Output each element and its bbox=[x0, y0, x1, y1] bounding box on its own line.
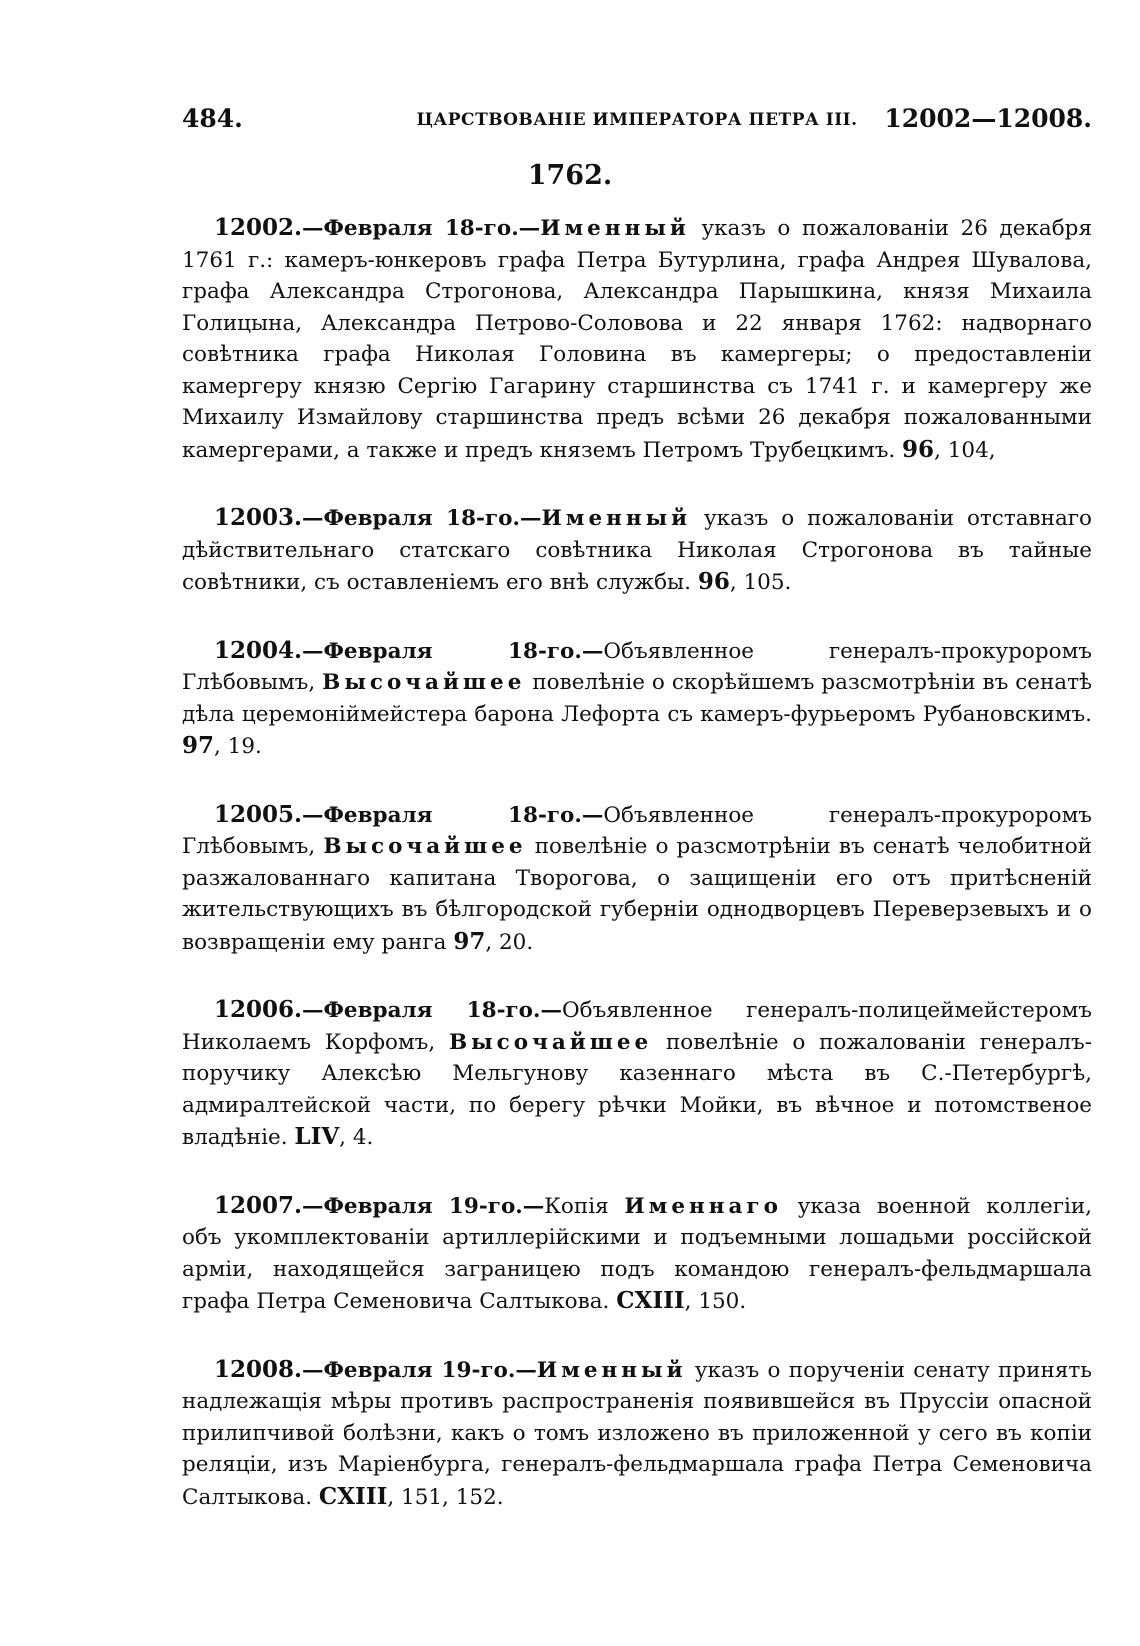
entry-text: указъ о порученіи сенату принять надлежащія мѣры противъ распространенія появившейся въ Пруссіи опасной прилипчивой болѣзни, какъ о томъ изложено въ приложенной у сего въ копіи реляціи, изъ Маріенбурга, генералъ-фельдмаршала графа Петра Семеновича Салтыкова. bbox=[182, 1357, 1092, 1510]
entry-spaced-word: Именный bbox=[541, 506, 692, 531]
entry-date: —Февраля 18-го.— bbox=[302, 506, 542, 531]
entry-text: указъ о пожалованіи отставнаго дѣйствительнаго статскаго совѣтника Николая Строгонова въ тайные совѣтники, съ оставленіемъ его внѣ службы. bbox=[182, 506, 1093, 595]
entry-date: —Февраля 18-го.— bbox=[302, 802, 604, 828]
entry-ref-volume: 96 bbox=[697, 568, 730, 595]
entry-text-before: Объявленное генералъ-прокуроромъ Глѣбовымъ, bbox=[182, 638, 1092, 695]
entry-12003 bbox=[182, 502, 1092, 599]
entry-date: —Февраля 18-го.— bbox=[302, 216, 541, 241]
entry-spaced-word: Именный bbox=[540, 216, 690, 241]
header-title: ЦАРСТВОВАНІЕ ИМПЕРАТОРА ПЕТРА III. bbox=[416, 110, 858, 130]
entry-text: повелѣніе о разсмотрѣніи въ сенатѣ челобитной разжалованнаго капитана Творогова, о защищеніи его отъ притѣсненій жительствующихъ въ бѣлгородской губерніи однодворцевъ Переверзевыхъ и о возвращеніи ему ранга bbox=[182, 834, 1092, 955]
entry-text: повелѣніе о скорѣйшемъ разсмотрѣніи въ сенатѣ дѣла церемоніймейстера барона Лефорта съ камеръ-фурьеромъ Рубановскимъ. bbox=[182, 670, 1092, 727]
entry-date: —Февраля 18-го.— bbox=[302, 998, 562, 1023]
entry-spaced-word: Именнаго bbox=[624, 1193, 782, 1219]
running-head bbox=[182, 104, 1092, 144]
entry-text-before: Объявленное генералъ-полицеймейстеромъ Николаемъ Корфомъ, bbox=[182, 998, 1092, 1055]
entry-number: 12002. bbox=[214, 214, 303, 241]
entry-ref-volume: 97 bbox=[453, 927, 486, 955]
entry-spaced-word: Высочайшее bbox=[322, 670, 526, 695]
entry-range: 12002—12008. bbox=[884, 104, 1092, 133]
entry-ref-page: , 151, 152. bbox=[387, 1484, 504, 1510]
entry-text-before: Копія bbox=[544, 1193, 625, 1219]
entry-text: повелѣніе о пожалованіи генералъ-поручику Алексѣю Мельгунову казеннаго мѣста въ С.-Петербургѣ, адмиралтейской части, по берегу рѣчки Мойки, въ вѣчное и потомственое владѣніе. bbox=[182, 1029, 1092, 1150]
entry-number: 12008. bbox=[214, 1355, 303, 1383]
entry-ref-volume: CXIII bbox=[616, 1287, 685, 1314]
entry-12005 bbox=[182, 799, 1092, 959]
entry-number: 12004. bbox=[214, 636, 303, 664]
entry-date: —Февраля 19-го.— bbox=[302, 1193, 545, 1219]
entry-ref-page: , 104, bbox=[934, 437, 996, 463]
year-heading: 1762. bbox=[527, 160, 613, 191]
entry-ref-volume: 96 bbox=[902, 435, 935, 463]
entry-ref-page: , 19. bbox=[214, 734, 262, 759]
entry-12004 bbox=[182, 635, 1092, 763]
entry-spaced-word: Именный bbox=[536, 1357, 687, 1383]
entry-number: 12007. bbox=[214, 1191, 303, 1219]
entry-ref-volume: LIV bbox=[294, 1123, 340, 1150]
page-number: 484. bbox=[182, 104, 243, 133]
entry-12007 bbox=[182, 1190, 1092, 1318]
entry-ref-volume: 97 bbox=[182, 732, 215, 759]
entry-date: —Февраля 19-го.— bbox=[302, 1357, 537, 1383]
entry-ref-page: , 105. bbox=[729, 570, 792, 595]
entry-ref-page: , 150. bbox=[684, 1289, 747, 1314]
entry-number: 12006. bbox=[214, 996, 303, 1023]
entry-spaced-word: Высочайшее bbox=[323, 834, 527, 859]
entry-text: указъ о пожалованіи 26 декабря 1761 г.: камеръ-юнкеровъ графа Петра Бутурлина, графа Андрея Шувалова, графа Александра Строгонова, Александра Парышкина, князя Михаила Голицына, Александра Петрово-Соловова и 22 января 1762: надворнаго совѣтника графа Николая Головина въ камергеры; о предоставленіи камергеру князю Сергію Гагарину старшинства съ 1741 г. и камергеру же Михаилу Измайлову старшинства предъ всѣми 26 декабря пожалованными камергерами, а также и предъ княземъ Петромъ Трубецкимъ. bbox=[182, 216, 1093, 463]
entry-text-before: Объявленное генералъ-прокуроромъ Глѣбовымъ, bbox=[182, 802, 1092, 859]
entry-text: указа военной коллегіи, объ укомплектованіи артиллерійскими и подъемными лошадьми россійской арміи, находящейся заграницею подъ командою генералъ-фельдмаршала графа Петра Семеновича Салтыкова. bbox=[182, 1193, 1092, 1314]
entry-date: —Февраля 18-го.— bbox=[302, 638, 604, 664]
entry-12008 bbox=[182, 1354, 1092, 1514]
entry-number: 12003. bbox=[214, 504, 303, 531]
entries-list bbox=[182, 212, 1092, 1549]
entry-number: 12005. bbox=[214, 800, 303, 828]
entry-ref-volume: CXIII bbox=[318, 1482, 388, 1510]
entry-spaced-word: Высочайшее bbox=[448, 1029, 653, 1055]
entry-ref-page: , 20. bbox=[485, 929, 534, 955]
entry-12006 bbox=[182, 994, 1092, 1154]
entry-ref-page: , 4. bbox=[339, 1125, 374, 1150]
entry-12002 bbox=[182, 212, 1092, 466]
